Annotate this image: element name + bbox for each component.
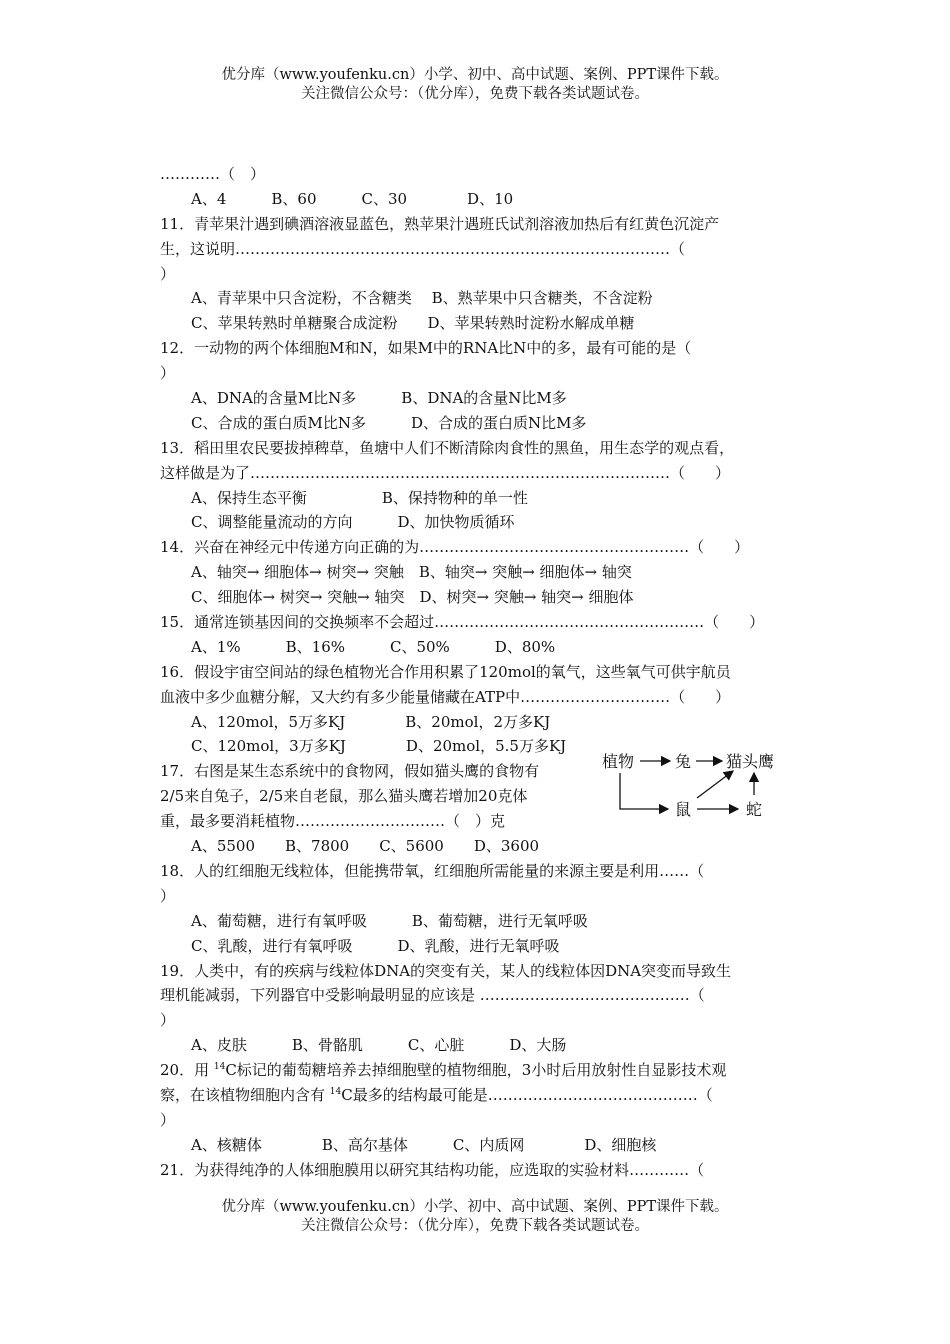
q12-options-1: A、DNA的含量M比N多 B、DNA的含量N比M多 xyxy=(191,389,567,408)
q20-stem-1b: C标记的葡萄糖培养去掉细胞壁的植物细胞，3小时后用放射性自显影技术观 xyxy=(225,1061,727,1080)
q10-options: A、4 B、60 C、30 D、10 xyxy=(191,189,514,208)
q20-stem-2b: C最多的结构最可能是……………………………………（ xyxy=(341,1085,713,1104)
q18-options-1: A、葡萄糖，进行有氧呼吸 B、葡萄糖，进行无氧呼吸 xyxy=(191,911,588,930)
q18-options-2: C、乳酸，进行有氧呼吸 D、乳酸，进行无氧呼吸 xyxy=(191,936,560,955)
q18-stem-2: ） xyxy=(160,886,176,905)
food-web-snake: 蛇 xyxy=(746,800,763,820)
q11-stem-3: ） xyxy=(160,264,176,283)
arrow-mouse-owl xyxy=(697,771,733,798)
food-web-mouse: 鼠 xyxy=(675,800,692,820)
q17-block xyxy=(160,752,800,834)
q19-stem-2: 理机能减弱，下列器官中受影响最明显的应该是 ……………………………………（ xyxy=(160,986,705,1005)
q20-superscript-1: 14 xyxy=(213,1062,226,1073)
q18-stem-1: 18．人的红细胞无线粒体，但能携带氧，红细胞所需能量的来源主要是利用……（ xyxy=(160,861,705,880)
q12-options-2: C、合成的蛋白质M比N多 D、合成的蛋白质N比M多 xyxy=(191,413,587,432)
q16-stem-2: 血液中多少血糖分解，又大约有多少能量储藏在ATP中…………………………（ ） xyxy=(160,687,731,706)
q21-stem-1: 21．为获得纯净的人体细胞膜用以研究其结构功能，应选取的实验材料…………（ xyxy=(160,1160,705,1179)
q20-stem-3: ） xyxy=(160,1110,176,1129)
food-web-plant: 植物 xyxy=(602,752,635,772)
food-web-owl: 猫头鹰 xyxy=(726,752,775,772)
q11-stem-1: 11．青苹果汁遇到碘酒溶液显蓝色，熟苹果汁遇班氏试剂溶液加热后有红黄色沉淀产 xyxy=(160,214,720,233)
q17-stem-1: 17．右图是某生态系统中的食物网，假如猫头鹰的食物有 xyxy=(160,762,540,781)
q20-superscript-2: 14 xyxy=(329,1086,342,1097)
food-web-rabbit: 兔 xyxy=(675,752,692,772)
q15-stem-1: 15．通常连锁基因间的交换频率不会超过………………………………………………（ ） xyxy=(160,613,765,632)
q20-stem-2 xyxy=(160,1083,800,1108)
q20-stem-2a: 察，在该植物细胞内含有 xyxy=(160,1085,330,1104)
q16-options-2: C、120mol，3万多KJ D、20mol，5.5万多KJ xyxy=(191,737,567,756)
footer-line-1: 优分库（www.youfenku.cn）小学、初中、高中试题、案例、PPT课件下载。 xyxy=(221,1199,729,1215)
q14-stem-1: 14．兴奋在神经元中传递方向正确的为………………………………………………（ ） xyxy=(160,538,750,557)
q16-options-1: A、120mol，5万多KJ B、20mol，2万多KJ xyxy=(191,712,551,731)
q10-tail: …………（ ） xyxy=(160,165,266,183)
q14-options-2: C、细胞体→ 树突→ 突触→ 轴突 D、树突→ 突触→ 轴突→ 细胞体 xyxy=(191,588,634,607)
q13-options-1: A、保持生态平衡 B、保持物种的单一性 xyxy=(191,488,528,507)
q14-options-1: A、轴突→ 细胞体→ 树突→ 突触 B、轴突→ 突触→ 细胞体→ 轴突 xyxy=(191,563,632,582)
q20-stem-1 xyxy=(160,1058,800,1083)
page-header xyxy=(0,66,950,104)
q19-stem-3: ） xyxy=(160,1011,176,1030)
q13-options-2: C、调整能量流动的方向 D、加快物质循环 xyxy=(191,513,515,532)
q15-options-1: A、1% B、16% C、50% D、80% xyxy=(191,637,556,656)
q11-stem-2: 生，这说明……………………………………………………………………………（ xyxy=(160,239,686,258)
q12-stem-1: 12．一动物的两个体细胞M和N，如果M中的RNA比N中的多，最有可能的是（ xyxy=(160,339,692,358)
question-list xyxy=(160,162,800,1183)
q19-stem-1: 19．人类中，有的疾病与线粒体DNA的突变有关，某人的线粒体因DNA突变而导致生 xyxy=(160,961,732,980)
q17-stem-2: 2/5来自兔子，2/5来自老鼠，那么猫头鹰若增加20克体 xyxy=(160,787,528,806)
q19-options-1: A、皮肤 B、骨骼肌 C、心脏 D、大肠 xyxy=(191,1036,567,1055)
arrow-plant-mouse xyxy=(620,773,668,809)
q11-options-2: C、苹果转熟时单糖聚合成淀粉 D、苹果转熟时淀粉水解成单糖 xyxy=(191,314,635,333)
q20-options-1: A、核糖体 B、高尔基体 C、内质网 D、细胞核 xyxy=(191,1135,657,1154)
food-web-diagram xyxy=(600,751,800,831)
page-footer xyxy=(0,1198,950,1236)
q17-options-1: A、5500 B、7800 C、5600 D、3600 xyxy=(191,837,540,856)
q13-stem-2: 这样做是为了…………………………………………………………………………（ ） xyxy=(160,463,731,482)
header-line-2: 关注微信公众号：（优分库），免费下载各类试题试卷。 xyxy=(301,86,649,102)
q13-stem-1: 13．稻田里农民要拔掉稗草，鱼塘中人们不断清除肉食性的黑鱼，用生态学的观点看， xyxy=(160,438,735,457)
q20-stem-1a: 20．用 xyxy=(160,1061,214,1080)
q11-options-1: A、青苹果中只含淀粉，不含糖类 B、熟苹果中只含糖类，不含淀粉 xyxy=(191,289,653,308)
q17-stem-3: 重，最多要消耗植物…………………………（ ）克 xyxy=(160,812,506,831)
q16-stem-1: 16．假设宇宙空间站的绿色植物光合作用积累了120mol的氧气，这些氧气可供宇航员 xyxy=(160,662,731,681)
header-line-1: 优分库（www.youfenku.cn）小学、初中、高中试题、案例、PPT课件下载。 xyxy=(221,67,729,83)
q12-stem-2: ） xyxy=(160,364,176,383)
footer-line-2: 关注微信公众号：（优分库），免费下载各类试题试卷。 xyxy=(301,1218,649,1234)
